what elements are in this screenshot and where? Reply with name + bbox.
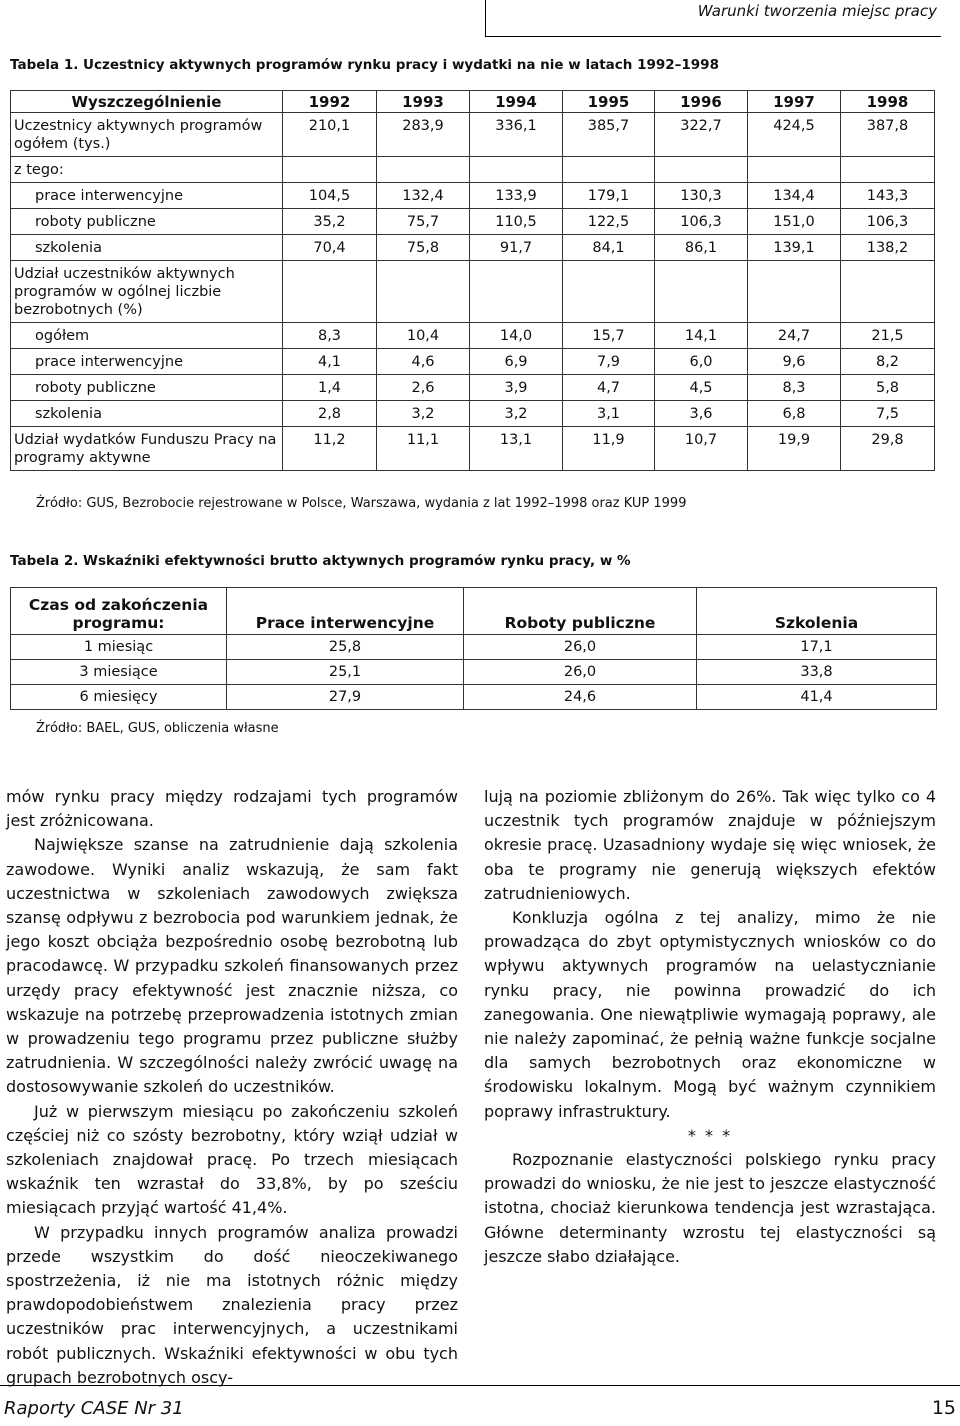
table1-cell: 424,5 (748, 113, 841, 157)
table1-row (11, 113, 935, 157)
table1-header-cell: 1996 (655, 91, 748, 113)
table1-cell: 75,8 (377, 235, 470, 261)
paragraph: mów rynku pracy między rodzajami tych programów jest zróżnicowana. (6, 787, 458, 831)
table1-cell: 19,9 (748, 427, 841, 471)
table1-cell: 10,4 (377, 323, 470, 349)
table1-cell: 7,9 (563, 349, 655, 375)
table1-cell (748, 261, 841, 323)
table2-cell: 26,0 (464, 660, 697, 685)
table1-cell: 14,0 (470, 323, 563, 349)
section-separator: * * * (687, 1125, 733, 1145)
table1 (10, 90, 935, 471)
table1-cell (377, 261, 470, 323)
table1-cell: 7,5 (841, 401, 935, 427)
table1-cell: 2,8 (283, 401, 377, 427)
table1-cell: 130,3 (655, 183, 748, 209)
table1-cell: 14,1 (655, 323, 748, 349)
table1-row (11, 209, 935, 235)
paragraph: Największe szanse na zatrudnienie dają szkolenia zawodowe. Wyniki analiz wskazują, że sam fakt uczestnictwa w szkoleniach zawodowych zwiększa szansę odpływu z bezrobocia pod warunkiem jednak, że jego koszt obciąża bezpośrednio osobę bezrobotną lub pracodawcę. W przypadku szkoleń finansowanych przez urzędy pracy efektywność jest znacznie niższa, co wskazuje na potrzebę przeprowadzenia istotnych zmian w prowadzeniu tego programu przez publiczne służby zatrudnienia. W szczególności należy zwrócić uwagę na dostosowywanie szkoleń do uczestników. (6, 835, 458, 1097)
text-column-left (6, 785, 458, 1390)
table2-cell: 27,9 (227, 685, 464, 710)
table1-row (11, 183, 935, 209)
table2-row (11, 635, 937, 660)
paragraph: Rozpoznanie elastyczności polskiego rynku pracy prowadzi do wniosku, że nie jest to jeszcze elastyczność istotna, chociaż kierunkowa tendencja jest wzrastająca. Główne determinanty wzrostu tej elastyczności są jeszcze słabo działające. (484, 1150, 936, 1266)
table1-cell: 4,1 (283, 349, 377, 375)
paragraph: Już w pierwszym miesiącu po zakończeniu szkoleń częściej niż co szósty bezrobotny, który wziął udział w szkoleniach znajdował pracę. Po trzech miesiącach wskaźnik ten wzrastał do 33,8%, by po sześciu miesiącach przyjąć wartość 41,4%. (6, 1101, 458, 1218)
table2-header-cell: Prace interwencyjne (227, 588, 464, 635)
table2-header-cell: Roboty publiczne (464, 588, 697, 635)
table1-cell (841, 157, 935, 183)
table1-cell: 13,1 (470, 427, 563, 471)
table1-cell: 132,4 (377, 183, 470, 209)
table1-row (11, 157, 935, 183)
page-number: 15 (931, 1397, 956, 1419)
table1-row (11, 427, 935, 471)
table1-cell: 21,5 (841, 323, 935, 349)
table1-cell: 29,8 (841, 427, 935, 471)
table1-cell: 110,5 (470, 209, 563, 235)
table2-row (11, 685, 937, 710)
table1-row-label: szkolenia (11, 401, 283, 427)
table1-cell: 6,0 (655, 349, 748, 375)
table2-cell: 24,6 (464, 685, 697, 710)
table2-cell: 1 miesiąc (11, 635, 227, 660)
table1-cell (470, 157, 563, 183)
table1-cell: 10,7 (655, 427, 748, 471)
table1-cell (655, 261, 748, 323)
table1-header-cell: 1997 (748, 91, 841, 113)
table1-cell: 3,9 (470, 375, 563, 401)
table1-cell: 3,2 (377, 401, 470, 427)
table2-cell: 41,4 (697, 685, 937, 710)
table1-cell: 106,3 (655, 209, 748, 235)
table1-cell: 8,3 (748, 375, 841, 401)
table1-cell: 9,6 (748, 349, 841, 375)
table1-header-cell: Wyszczególnienie (11, 91, 283, 113)
table1-cell: 385,7 (563, 113, 655, 157)
table1-cell: 3,2 (470, 401, 563, 427)
table2-cell: 26,0 (464, 635, 697, 660)
table1-cell: 138,2 (841, 235, 935, 261)
table1-row-label: prace interwencyjne (11, 183, 283, 209)
table1-cell: 24,7 (748, 323, 841, 349)
table1-row-label: ogółem (11, 323, 283, 349)
table1-cell (655, 157, 748, 183)
table1-cell (377, 157, 470, 183)
table1-cell: 86,1 (655, 235, 748, 261)
table1-row (11, 261, 935, 323)
table1-cell: 210,1 (283, 113, 377, 157)
table1-row (11, 323, 935, 349)
table1-header-row (11, 91, 935, 113)
table1-header-cell: 1993 (377, 91, 470, 113)
table1-header-cell: 1992 (283, 91, 377, 113)
table1-cell: 70,4 (283, 235, 377, 261)
paragraph: W przypadku innych programów analiza prowadzi przede wszystkim do dość nieoczekiwanego spostrzeżenia, iż nie ma istotnych różnic między prawdopodobieństwem znalezienia pracy przez uczestników prac interwencyjnych, a uczestnikami robót publicznych. Wskaźniki efektywności w obu tych grupach bezrobotnych oscy- (6, 1222, 458, 1387)
table2 (10, 587, 937, 710)
table2-header-row (11, 588, 937, 635)
table2-caption: Tabela 2. Wskaźniki efektywności brutto aktywnych programów rynku pracy, w % (10, 553, 631, 569)
table1-cell: 4,6 (377, 349, 470, 375)
paragraph: lują na poziomie zbliżonym do 26%. Tak więc tylko co 4 uczestnik tych programów znajduje w późniejszym okresie pracę. Uzasadniony wydaje się więc wniosek, że oba te programy nie generują większych efektów zatrudnieniowych. (484, 787, 936, 903)
table1-cell (470, 261, 563, 323)
table1-cell: 6,9 (470, 349, 563, 375)
table1-row-label: Udział wydatków Funduszu Pracy na programy aktywne (11, 427, 283, 471)
table1-cell: 104,5 (283, 183, 377, 209)
table1-cell (283, 261, 377, 323)
table1-cell: 75,7 (377, 209, 470, 235)
table1-cell: 133,9 (470, 183, 563, 209)
text-column-right (484, 785, 936, 1269)
table1-cell: 8,2 (841, 349, 935, 375)
table1-row-label: roboty publiczne (11, 375, 283, 401)
table1-cell: 5,8 (841, 375, 935, 401)
table1-header-cell: 1995 (563, 91, 655, 113)
table2-row (11, 660, 937, 685)
table1-caption: Tabela 1. Uczestnicy aktywnych programów rynku pracy i wydatki na nie w latach 1992–1998 (10, 57, 719, 73)
running-head: Warunki tworzenia miejsc pracy (697, 2, 937, 20)
table1-cell: 91,7 (470, 235, 563, 261)
footer-rule (0, 1385, 960, 1386)
paragraph: Konkluzja ogólna z tej analizy, mimo że nie prowadząca do zbyt optymistycznych wniosków co do wpływu aktywnych programów na uelastycznianie rynku pracy, nie powinna prowadzić do ich zanegowania. One niewątpliwie wymagają poprawy, ale nie należy zapominać, że pełnią ważne funkcje socjalne dla samych bezrobotnych oraz ekonomiczne w środowisku lokalnym. Mogą być ważnym czynnikiem poprawy infrastruktury. (484, 908, 936, 1121)
table1-cell: 1,4 (283, 375, 377, 401)
table1-cell: 134,4 (748, 183, 841, 209)
table1-row-label: prace interwencyjne (11, 349, 283, 375)
table1-cell: 179,1 (563, 183, 655, 209)
table1-cell: 11,2 (283, 427, 377, 471)
table1-cell (841, 261, 935, 323)
table1-row (11, 375, 935, 401)
table1-cell: 15,7 (563, 323, 655, 349)
table2-cell: 25,1 (227, 660, 464, 685)
table1-row (11, 349, 935, 375)
table1-row-label: Udział uczestników aktywnych programów w ogólnej liczbie bezrobotnych (%) (11, 261, 283, 323)
table2-source: Źródło: BAEL, GUS, obliczenia własne (36, 721, 279, 736)
table1-cell: 151,0 (748, 209, 841, 235)
table1-cell (563, 157, 655, 183)
footer-publication: Raporty CASE Nr 31 (4, 1398, 184, 1419)
table1-cell: 11,9 (563, 427, 655, 471)
table1-cell: 143,3 (841, 183, 935, 209)
table2-cell: 33,8 (697, 660, 937, 685)
table1-cell: 3,1 (563, 401, 655, 427)
table1-row-label: roboty publiczne (11, 209, 283, 235)
table1-cell: 122,5 (563, 209, 655, 235)
table2-cell: 17,1 (697, 635, 937, 660)
table2-header-cell: Szkolenia (697, 588, 937, 635)
table1-cell: 322,7 (655, 113, 748, 157)
table1-cell: 84,1 (563, 235, 655, 261)
table1-cell: 2,6 (377, 375, 470, 401)
table1-cell: 4,7 (563, 375, 655, 401)
table1-row (11, 401, 935, 427)
table1-row-label: szkolenia (11, 235, 283, 261)
table1-header-cell: 1998 (841, 91, 935, 113)
table1-header-cell: 1994 (470, 91, 563, 113)
table1-cell: 283,9 (377, 113, 470, 157)
table2-cell: 6 miesięcy (11, 685, 227, 710)
table1-cell: 3,6 (655, 401, 748, 427)
table1-row (11, 235, 935, 261)
table1-cell: 387,8 (841, 113, 935, 157)
table1-cell: 106,3 (841, 209, 935, 235)
table1-cell: 35,2 (283, 209, 377, 235)
table2-cell: 3 miesiące (11, 660, 227, 685)
table1-cell: 336,1 (470, 113, 563, 157)
table1-row-label: Uczestnicy aktywnych programów ogółem (tys.) (11, 113, 283, 157)
table1-cell: 139,1 (748, 235, 841, 261)
table1-cell (563, 261, 655, 323)
table2-header-cell: Czas od zakończenia programu: (11, 588, 227, 635)
table1-row-label: z tego: (11, 157, 283, 183)
table1-cell: 8,3 (283, 323, 377, 349)
table2-cell: 25,8 (227, 635, 464, 660)
table1-cell: 4,5 (655, 375, 748, 401)
table1-cell (283, 157, 377, 183)
table1-cell: 11,1 (377, 427, 470, 471)
table1-cell: 6,8 (748, 401, 841, 427)
table1-cell (748, 157, 841, 183)
table1-source: Źródło: GUS, Bezrobocie rejestrowane w Polsce, Warszawa, wydania z lat 1992–1998 oraz KUP 1999 (36, 496, 687, 511)
